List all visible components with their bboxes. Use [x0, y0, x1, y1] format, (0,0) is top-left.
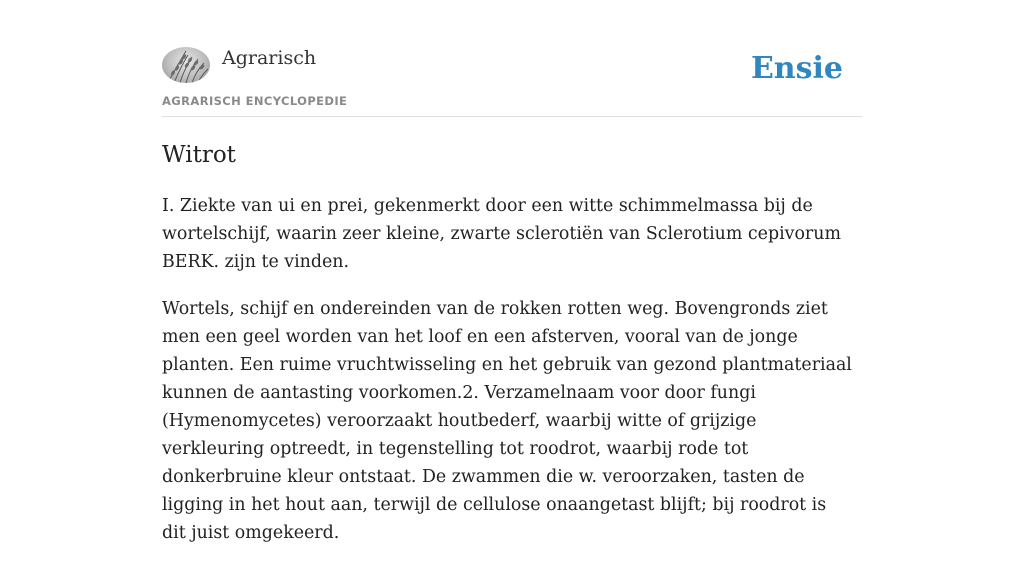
site-subtitle[interactable]: AGRARISCH ENCYCLOPEDIE [162, 94, 348, 108]
header [162, 0, 862, 117]
wheat-icon[interactable] [162, 47, 210, 83]
page [162, 0, 862, 543]
site-name[interactable]: Agrarisch [222, 47, 317, 69]
brand-logo-link[interactable]: Ensie [750, 51, 843, 86]
article-body [162, 192, 852, 566]
page-title: Witrot [162, 142, 236, 168]
article-paragraph: Wortels, schijf en ondereinden van de rokken rotten weg. Bovengronds ziet men een geel worden van het loof en een afsterven, vooral van de jonge planten. Een ruime vruchtwisseling en het gebruik van gezond plantmateriaal kunnen de aantasting voorkomen.2. Verzamelnaam voor door fungi (Hymenomycetes) veroorzaakt houtbederf, waarbij witte of grijzige verkleuring optreedt, in tegenstelling tot roodrot, waarbij rode tot donkerbruine kleur ontstaat. De zwammen die w. veroorzaken, tasten de ligging in het hout aan, terwijl de cellulose onaangetast blijft; bij roodrot is dit juist omgekeerd. [162, 299, 852, 543]
article-paragraph: I. Ziekte van ui en prei, gekenmerkt door een witte schimmelmassa bij de wortelschijf, waarin zeer kleine, zwarte sclerotiën van Sclerotium cepivorum BERK. zijn te vinden. [162, 196, 841, 272]
